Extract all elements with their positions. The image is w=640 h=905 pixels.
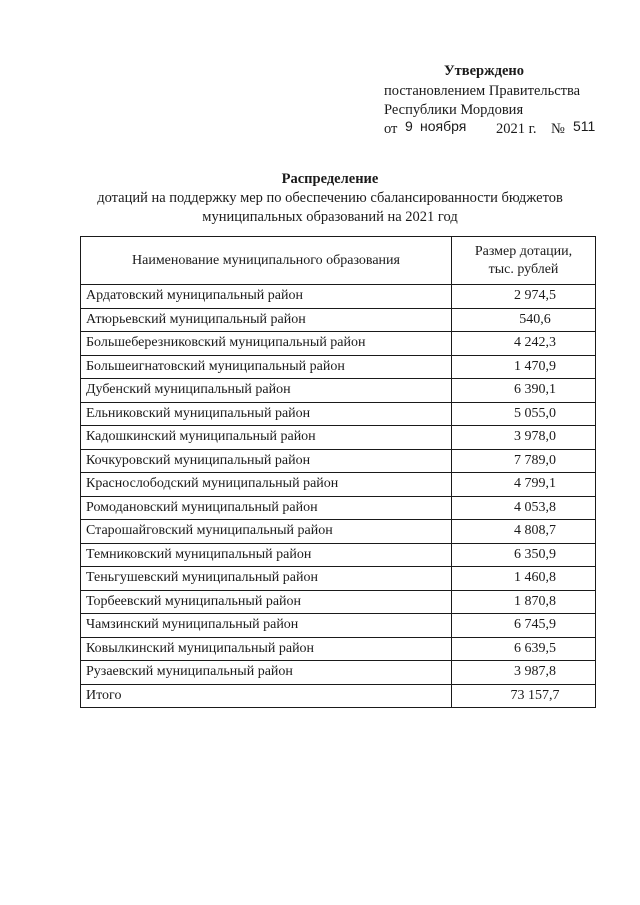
row-name: Теньгушевский муниципальный район — [81, 567, 452, 591]
approval-date-from: от — [384, 121, 398, 137]
row-amount: 4 053,8 — [452, 496, 596, 520]
header-amount — [452, 237, 596, 285]
table-row — [81, 332, 596, 356]
row-name: Ельниковский муниципальный район — [81, 402, 452, 426]
table-row — [81, 379, 596, 403]
table-row — [81, 543, 596, 567]
row-amount: 7 789,0 — [452, 449, 596, 473]
header-amount-line2: тыс. рублей — [488, 261, 559, 277]
row-amount: 2 974,5 — [452, 285, 596, 309]
row-name: Большеигнатовский муниципальный район — [81, 355, 452, 379]
table-row — [81, 614, 596, 638]
row-amount: 6 390,1 — [452, 379, 596, 403]
document-subtitle-line2: муниципальных образований на 2021 год — [202, 209, 458, 225]
table-row — [81, 426, 596, 450]
row-amount: 540,6 — [452, 308, 596, 332]
row-name: Кочкуровский муниципальный район — [81, 449, 452, 473]
row-amount: 5 055,0 — [452, 402, 596, 426]
row-amount: 4 799,1 — [452, 473, 596, 497]
table-total-row — [81, 684, 596, 708]
approval-date-month: ноября — [420, 118, 467, 134]
document-title: Распределение — [281, 171, 379, 187]
row-name: Торбеевский муниципальный район — [81, 590, 452, 614]
row-amount: 3 978,0 — [452, 426, 596, 450]
approval-number-sign: № — [551, 121, 565, 137]
distribution-table — [80, 236, 596, 708]
row-name: Атюрьевский муниципальный район — [81, 308, 452, 332]
table-row — [81, 355, 596, 379]
table-row — [81, 285, 596, 309]
table-row — [81, 590, 596, 614]
row-amount: 1 870,8 — [452, 590, 596, 614]
row-name: Темниковский муниципальный район — [81, 543, 452, 567]
row-amount: 3 987,8 — [452, 661, 596, 685]
row-name: Ромодановский муниципальный район — [81, 496, 452, 520]
total-label: Итого — [81, 684, 452, 708]
approval-government-line: Республики Мордовия — [384, 102, 524, 118]
row-name: Чамзинский муниципальный район — [81, 614, 452, 638]
approval-block — [384, 62, 624, 139]
row-amount: 4 808,7 — [452, 520, 596, 544]
row-amount: 4 242,3 — [452, 332, 596, 356]
table-body — [81, 285, 596, 708]
total-amount: 73 157,7 — [452, 684, 596, 708]
table-row — [81, 567, 596, 591]
approval-number: 511 — [573, 118, 596, 134]
table-row — [81, 637, 596, 661]
row-name: Краснослободский муниципальный район — [81, 473, 452, 497]
row-amount: 6 350,9 — [452, 543, 596, 567]
row-name: Дубенский муниципальный район — [81, 379, 452, 403]
header-amount-line1: Размер дотации, — [474, 243, 573, 259]
table-row — [81, 496, 596, 520]
row-amount: 6 745,9 — [452, 614, 596, 638]
approval-date-year: 2021 г. — [496, 121, 537, 137]
table-row — [81, 473, 596, 497]
row-amount: 1 460,8 — [452, 567, 596, 591]
header-name-label: Наименование муниципального образования — [132, 252, 400, 268]
document-subtitle-line1: дотаций на поддержку мер по обеспечению сбалансированности бюджетов — [97, 190, 563, 206]
row-name: Старошайговский муниципальный район — [81, 520, 452, 544]
approval-title: Утверждено — [444, 63, 524, 79]
row-name: Большеберезниковский муниципальный район — [81, 332, 452, 356]
table-header-row — [81, 237, 596, 285]
approval-date-line — [384, 120, 624, 139]
document-heading — [60, 170, 600, 227]
header-name — [81, 237, 452, 285]
row-name: Ардатовский муниципальный район — [81, 285, 452, 309]
approval-resolution-line: постановлением Правительства — [384, 83, 581, 99]
table-row — [81, 308, 596, 332]
row-amount: 1 470,9 — [452, 355, 596, 379]
row-name: Ковылкинский муниципальный район — [81, 637, 452, 661]
row-name: Рузаевский муниципальный район — [81, 661, 452, 685]
table-row — [81, 520, 596, 544]
row-name: Кадошкинский муниципальный район — [81, 426, 452, 450]
table-row — [81, 449, 596, 473]
row-amount: 6 639,5 — [452, 637, 596, 661]
table-row — [81, 661, 596, 685]
approval-date-day: 9 — [405, 118, 413, 134]
table-row — [81, 402, 596, 426]
